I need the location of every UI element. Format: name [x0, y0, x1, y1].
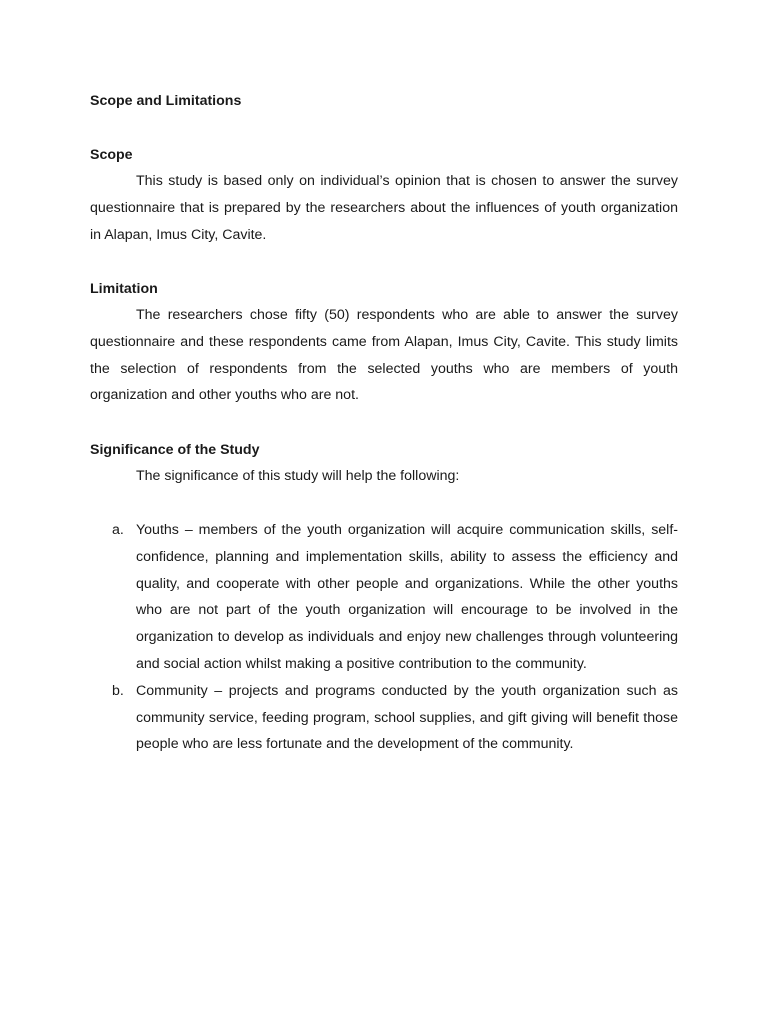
scope-paragraph: This study is based only on individual’s opinion that is chosen to answer the survey questionnaire that is prepared by the researchers about the influences of youth organization in Alapan, Imus City, Cavite.	[90, 173, 678, 243]
scope-heading: Scope	[90, 147, 133, 163]
list-item	[90, 517, 678, 678]
list-item	[90, 678, 678, 758]
significance-intro: The significance of this study will help the following:	[136, 468, 460, 484]
significance-list	[90, 517, 678, 758]
limitation-paragraph: The researchers chose fifty (50) respondents who are able to answer the survey questionnaire and these respondents came from Alapan, Imus City, Cavite. This study limits the selection of respondents from the selected youths who are members of youth organization and other youths who are not.	[90, 307, 678, 404]
list-item-text: Youths – members of the youth organization will acquire communication skills, self-confidence, planning and implementation skills, ability to assess the efficiency and quality, and cooperate with other people and organizations. While the other youths who are not part of the youth organization will encourage to be involved in the organization to develop as individuals and enjoy new challenges through volunteering and social action whilst making a positive contribution to the community.	[136, 522, 678, 672]
list-item-text: Community – projects and programs conducted by the youth organization such as community service, feeding program, school supplies, and gift giving will benefit those people who are less fortunate and the development of the community.	[136, 682, 678, 753]
significance-heading: Significance of the Study	[90, 442, 260, 458]
list-marker: a.	[112, 522, 124, 538]
document-title: Scope and Limitations	[90, 93, 242, 109]
limitation-heading: Limitation	[90, 281, 158, 297]
list-marker: b.	[112, 682, 124, 699]
